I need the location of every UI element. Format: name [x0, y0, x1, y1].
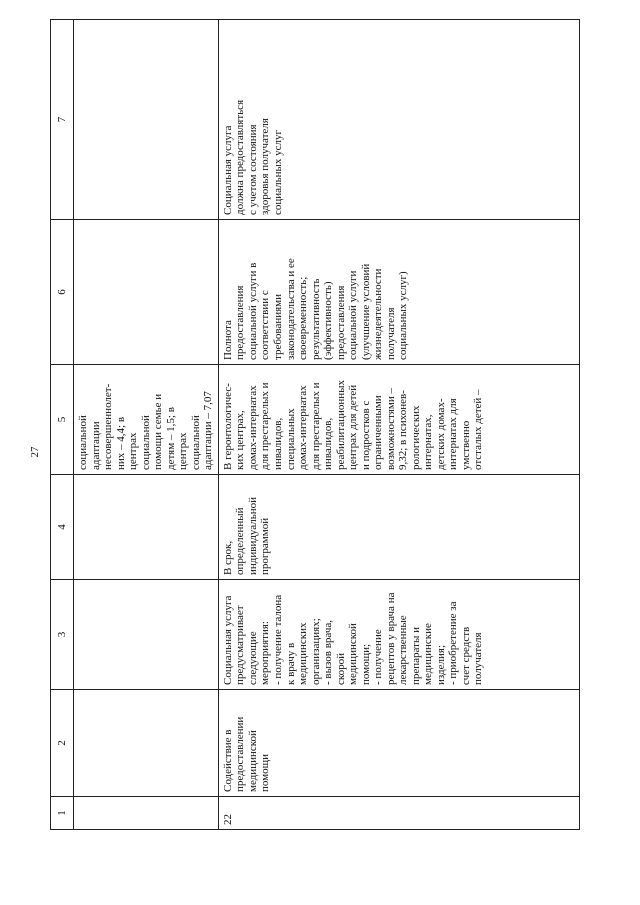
- deadline-cell: В срок, определенный индивидуальной программой: [218, 475, 579, 580]
- conditions-cell: Социальная услуга должна предоставляться с учетом состояния здоровья получателя социальных услуг: [218, 20, 579, 220]
- cont-cell-conditions: [74, 20, 219, 220]
- norms-cell: В геронтологичес- ких центрах, домах-интернатах для престарелых и инвалидов, специальных домах-интернатах для престарелых и инвалидов, реабилитационных центрах для детей и подростков с ограниченными возможностями – 9,32; в психонев- рологических интернатах, детских домах- интернатах для умственно отсталых детей –: [218, 365, 579, 475]
- header-cell-4: 4: [51, 475, 74, 580]
- cont-cell-service: [74, 690, 219, 797]
- header-cell-6: 6: [51, 220, 74, 365]
- services-table: [50, 19, 580, 830]
- cont-cell-description: [74, 580, 219, 690]
- cont-cell-number: [74, 797, 219, 830]
- cont-cell-quality: [74, 220, 219, 365]
- header-cell-7: 7: [51, 20, 74, 220]
- table-row-continuation: [74, 20, 219, 830]
- page-number: 27: [29, 446, 41, 458]
- header-cell-2: 2: [51, 690, 74, 797]
- row-number-cell: 22: [218, 797, 579, 830]
- service-description-cell: Социальная услуга предусматривает следующие мероприятия: - получение талона к врачу в медицинских организациях; - вызов врача, скорой медицинской помощи; - получение рецептов у врача на лекарственные препараты и медицинские изделия; - приобретение за счет средств получателя: [218, 580, 579, 690]
- rotated-table-container: [50, 20, 580, 830]
- header-cell-1: 1: [51, 797, 74, 830]
- service-name-cell: Содействие в предоставлении медицинской помощи: [218, 690, 579, 797]
- quality-cell: Полнота предоставления социальной услуги в соответствии с требованиями законодательства и ее своевременность; результативность (эффективность) предоставления социальной услуги (улучшение условий жизнедеятельности получателя социальных услуг): [218, 220, 579, 365]
- header-cell-3: 3: [51, 580, 74, 690]
- cont-cell-norms: социальной адаптации несовершеннолет- них – 4,4; в центрах социальной помощи семье и детям – 1,5; в центрах социальной адаптации – 7,07: [74, 365, 219, 475]
- table-header-row: [51, 20, 74, 830]
- cont-cell-deadline: [74, 475, 219, 580]
- table-row-22: [218, 20, 579, 830]
- header-cell-5: 5: [51, 365, 74, 475]
